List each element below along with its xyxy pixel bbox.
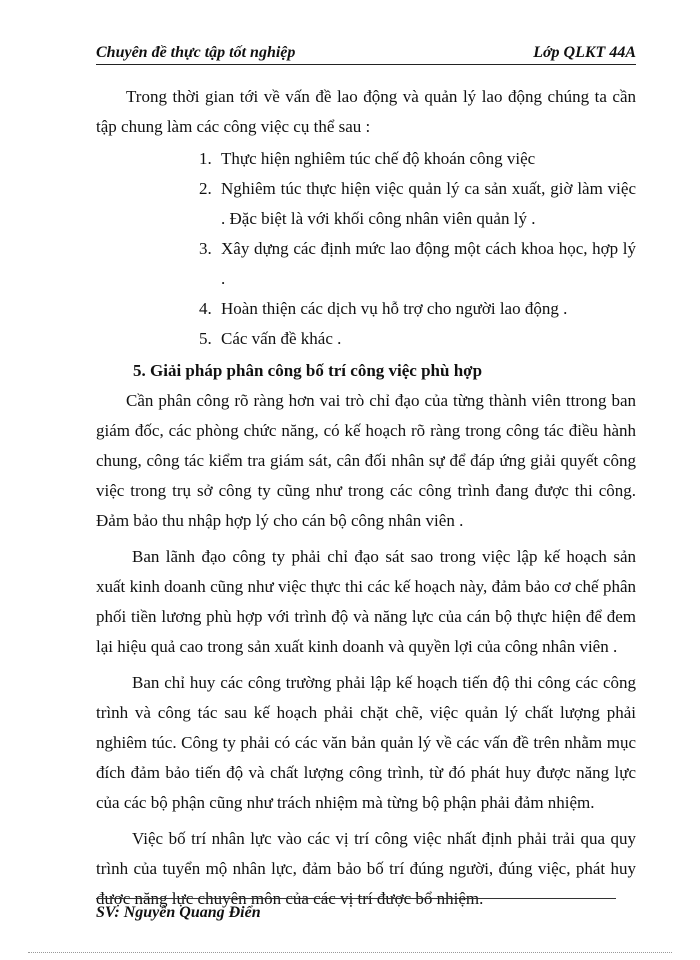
list-item-text: Các vấn đề khác . <box>221 329 342 348</box>
body-paragraph: Cần phân công rõ ràng hơn vai trò chỉ đạo của từng thành viên ttrong ban giám đốc, các phòng chức năng, có kế hoạch rõ ràng trong công tác điều hành chung, công tác kiểm tra giám sát, cân đối nhân sự để đáp ứng giải quyết công việc trong trụ sở công ty cũng như trong các công trình đang được thi công. Đảm bảo thu nhập hợp lý cho cán bộ công nhân viên . <box>96 391 636 530</box>
section-heading: 5. Giải pháp phân công bố trí công việc phù hợp <box>133 361 483 380</box>
list-item <box>96 234 636 294</box>
footer-divider <box>96 898 616 899</box>
list-item-number: 1. <box>199 149 212 168</box>
intro-paragraph: Trong thời gian tới về vấn đề lao động và quản lý lao động chúng ta cần tập chung làm các công việc cụ thể sau : <box>96 87 636 136</box>
list-item-text: Nghiêm túc thực hiện việc quản lý ca sản xuất, giờ làm việc . Đặc biệt là với khối công nhân viên quản lý . <box>221 179 636 228</box>
list-item-number: 4. <box>199 299 212 318</box>
header-class-label: Lớp QLKT 44A <box>533 44 636 61</box>
list-item-text: Xây dựng các định mức lao động một cách khoa học, hợp lý . <box>221 239 636 288</box>
list-item <box>96 174 636 234</box>
task-list <box>96 144 636 354</box>
header-document-title: Chuyên đề thực tập tốt nghiệp <box>96 44 296 61</box>
list-item <box>96 294 636 324</box>
page-header <box>96 40 636 65</box>
list-item-number: 2. <box>199 179 212 198</box>
list-item-number: 5. <box>199 329 212 348</box>
document-body <box>96 78 636 914</box>
body-paragraph: Ban lãnh đạo công ty phải chỉ đạo sát sao trong việc lập kế hoạch sản xuất kinh doanh cũng như việc thực thi các kế hoạch này, đảm bảo cơ chế phân phối tiền lương phù hợp với trình độ và năng lực của cán bộ thực hiện để đem lại hiệu quả cao trong sản xuất kinh doanh và quyền lợi của công nhân viên . <box>96 547 636 656</box>
list-item-number: 3. <box>199 239 212 258</box>
body-paragraph: Việc bố trí nhân lực vào các vị trí công việc nhất định phải trải qua quy trình của tuyển mộ nhân lực, đảm bảo bố trí đúng người, đúng việc, phát huy được năng lực chuyên môn của các vị trí được bổ nhiệm. <box>96 829 636 908</box>
page-bottom-border <box>28 952 672 953</box>
list-item <box>96 324 636 354</box>
list-item-text: Thực hiện nghiêm túc chế độ khoán công việc <box>221 149 536 168</box>
body-paragraph: Ban chỉ huy các công trường phải lập kế hoạch tiến độ thi công các công trình và công tác sau kế hoạch phải chặt chẽ, việc quản lý chất lượng phải nghiêm túc. Công ty phải có các văn bản quản lý về các vấn đề trên nhằm mục đích đảm bảo tiến độ và chất lượng công trình, từ đó phát huy được năng lực của các bộ phận cũng như trách nhiệm mà từng bộ phận phải đảm nhiệm. <box>96 673 636 812</box>
list-item <box>96 144 636 174</box>
list-item-text: Hoàn thiện các dịch vụ hỗ trợ cho người lao động . <box>221 299 568 318</box>
footer-author: SV: Nguyễn Quang Điển <box>96 904 261 921</box>
